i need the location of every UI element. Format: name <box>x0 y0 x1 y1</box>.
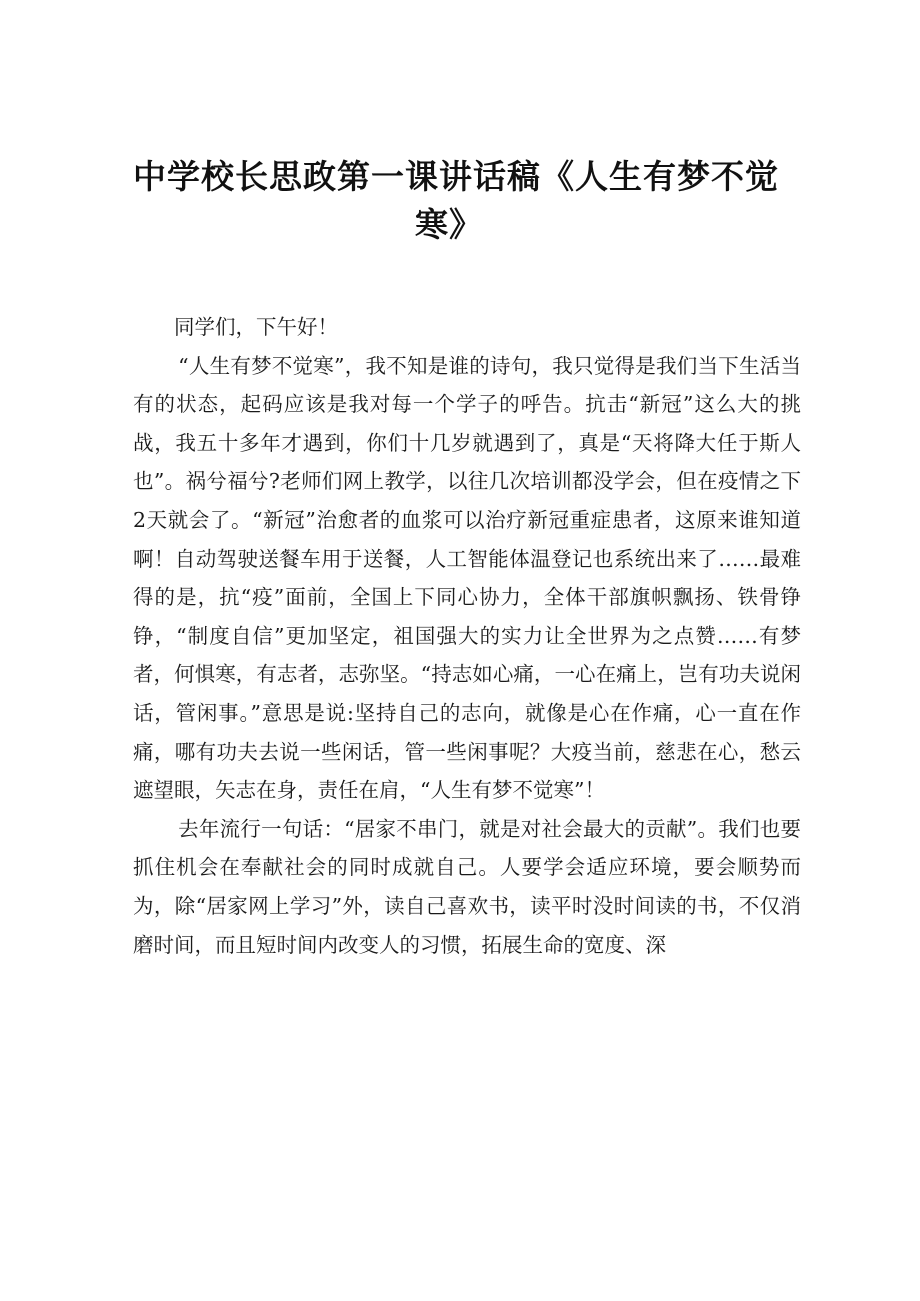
paragraph-1: “人生有梦不觉寒”，我不知是谁的诗句，我只觉得是我们当下生活当有的状态，起码应该是我对每一个学子的呼告。抗击“新冠”这么大的挑战，我五十多年才遇到，你们十几岁就遇到了，真是“天将降大任于斯人也”。祸兮福兮?老师们网上教学，以往几次培训都没学会，但在疫情之下2天就会了。“新冠”治愈者的血浆可以治疗新冠重症患者，这原来谁知道啊！自动驾驶送餐车用于送餐，人工智能体温登记也系统出来了……最难得的是，抗“疫”面前，全国上下同心协力，全体干部旗帜飘扬、铁骨铮铮，“制度自信”更加坚定，祖国强大的实力让全世界为之点赞……有梦者，何惧寒，有志者，志弥坚。“持志如心痛，一心在痛上，岂有功夫说闲话，管闲事。”意思是说:坚持自己的志向，就像是心在作痛，心一直在作痛，哪有功夫去说一些闲话，管一些闲事呢？大疫当前，慈悲在心，愁云遮望眼，矢志在身，责任在肩，“人生有梦不觉寒”！ <box>133 353 801 803</box>
paragraph-2: 去年流行一句话：“居家不串门，就是对社会最大的贡献”。我们也要抓住机会在奉献社会的同时成就自己。人要学会适应环境，要会顺势而为，除“居家网上学习”外，读自己喜欢书，读平时没时间读的书，不仅消磨时间，而且短时间内改变人的习惯，拓展生命的宽度、深 <box>133 816 801 957</box>
document-title-line-2: 寒》 <box>415 205 483 244</box>
paragraph-greeting: 同学们，下午好！ <box>174 315 338 339</box>
document-title-line-1: 中学校长思政第一课讲话稿《人生有梦不觉 <box>133 157 779 196</box>
document-body <box>133 308 801 964</box>
